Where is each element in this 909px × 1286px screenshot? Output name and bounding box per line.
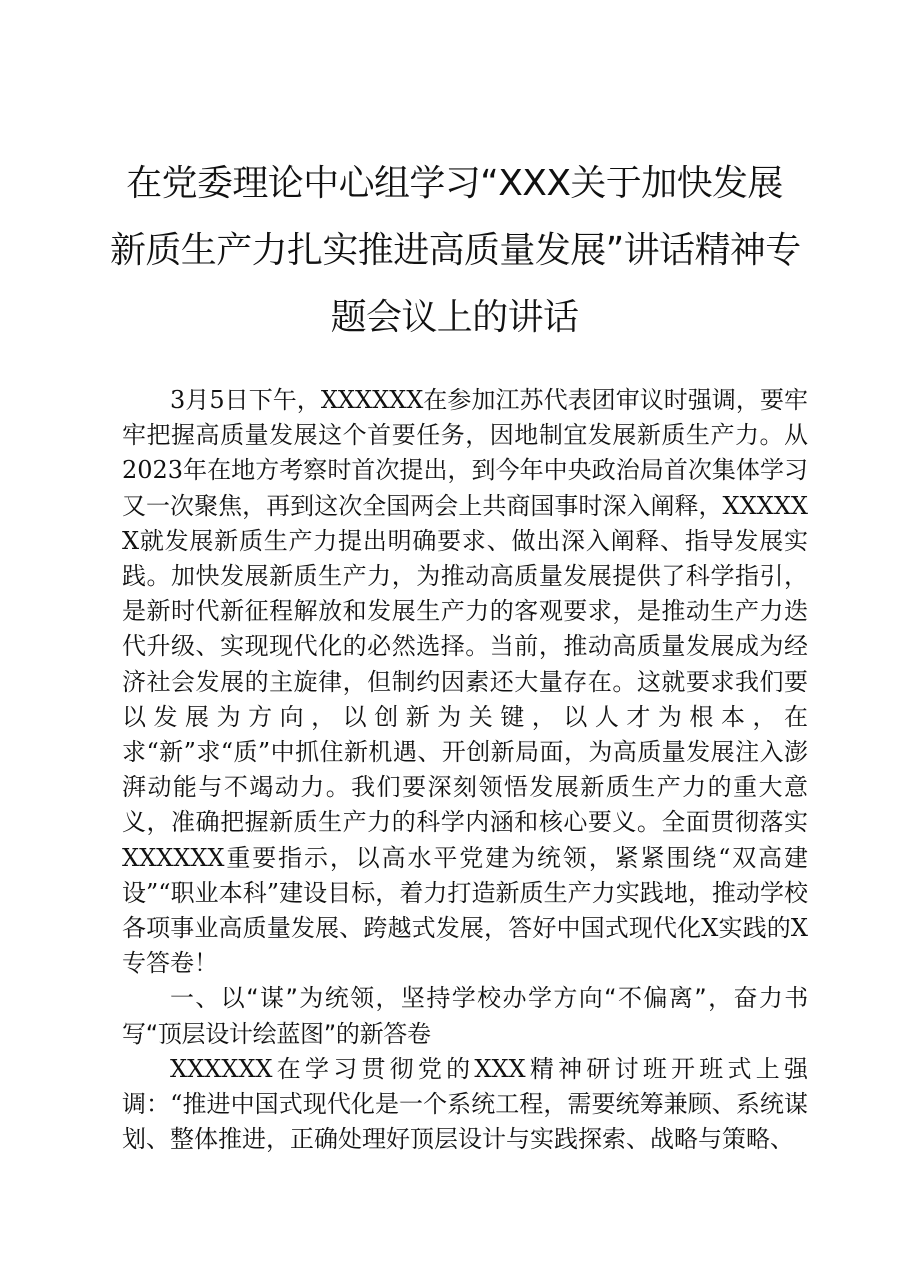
section-1-paragraph: XXXXXX在学习贯彻党的XXX精神研讨班开班式上强调：“推进中国式现代化是一个系统工程，需要统筹兼顾、系统谋划、整体推进，正确处理好顶层设计与实践探索、战略与策略、 (122, 1054, 808, 1154)
document-title-line-3: 题会议上的讲话 (330, 297, 579, 338)
document-body (122, 383, 808, 1157)
intro-paragraph: 3月5日下午，XXXXXX在参加江苏代表团审议时强调，要牢牢把握高质量发展这个首要任务，因地制宜发展新质生产力。从2023年在地方考察时首次提出，到今年中央政治局首次集体学习又一次聚焦，再到这次全国两会上共商国事时深入阐释，XXXXXX就发展新质生产力提出明确要求、做出深入阐释、指导发展实践。加快发展新质生产力，为推动高质量发展提供了科学指引，是新时代新征程解放和发展生产力的客观要求，是推动生产力迭代升级、实现现代化的必然选择。当前，推动高质量发展成为经济社会发展的主旋律，但制约因素还大量存在。这就要求我们要以发展为方向，以创新为关键，以人才为根本，在求“新”求“质”中抓住新机遇、开创新局面，为高质量发展注入澎湃动能与不竭动力。我们要深刻领悟发展新质生产力的重大意义，准确把握新质生产力的科学内涵和核心要义。全面贯彻落实XXXXXX重要指示，以高水平党建为统领，紧紧围绕“双高建设”“职业本科”建设目标，着力打造新质生产力实践地，推动学校各项事业高质量发展、跨越式发展，答好中国式现代化X实践的X专答卷！ (122, 386, 808, 978)
document-title-line-2: 新质生产力扎实推进高质量发展”讲话精神专 (110, 230, 801, 271)
section-heading-1: 一、以“谋”为统领，坚持学校办学方向“不偏离”，奋力书写“顶层设计绘蓝图”的新答卷 (122, 984, 808, 1048)
document-title-line-1: 在党委理论中心组学习“XXX关于加快发展 (126, 163, 783, 204)
